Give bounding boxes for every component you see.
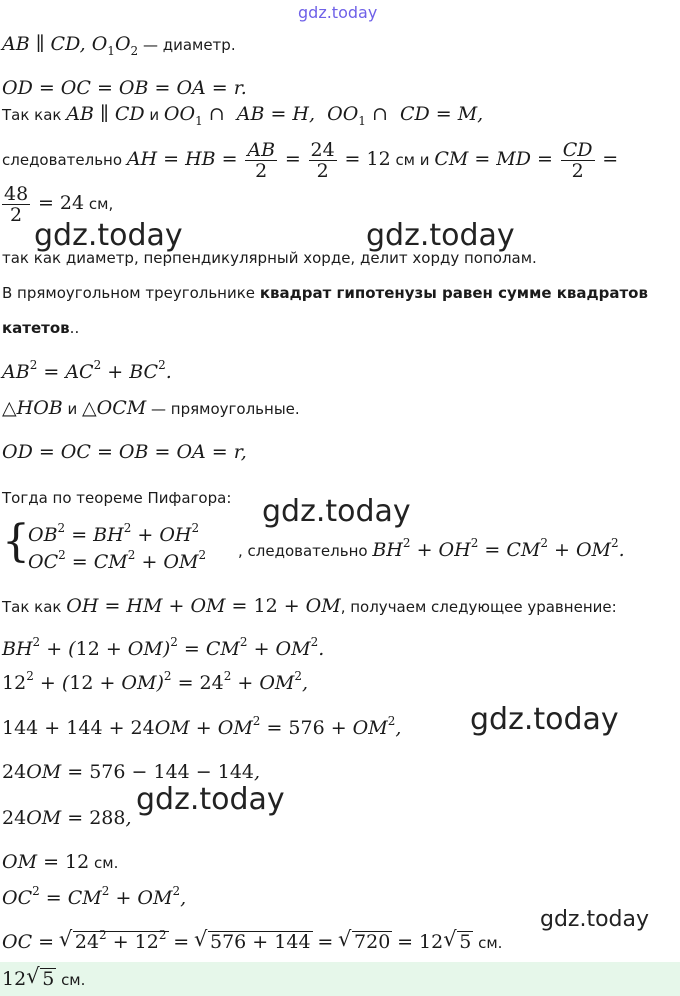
equation-3: $144 + 144 + 24OM + OM^2 = 576 + OM^2$, (2, 713, 402, 739)
line-oh: Так как OH = HM + OM = 12 + OM, получаем следующее уравнение: (2, 595, 617, 617)
pythagoras-then: Тогда по теореме Пифагора: (2, 489, 232, 507)
pythagoras-statement: В прямоугольном треугольнике квадрат гипотенузы равен сумме квадратов (2, 284, 648, 302)
site-header-logo[interactable]: gdz.today (298, 3, 378, 22)
line-48-over-2: $\frac{48}{2}$ = 24 см, (4, 183, 114, 226)
equation-oc-squared: $OC^2 = CM^2 + OM^2$, (2, 883, 187, 909)
watermark-3: gdz.today (262, 494, 411, 529)
watermark-2: gdz.today (366, 218, 515, 253)
watermark-1: gdz.today (34, 218, 183, 253)
watermark-5: gdz.today (136, 782, 285, 817)
line-radii: OD = OC = OB = OA = r. (2, 77, 247, 99)
equation-4: 24OM = 576 − 144 − 144, (2, 761, 261, 783)
line-radii-2: OD = OC = OB = OA = r, (2, 441, 247, 463)
equation-5: 24OM = 288, (2, 807, 132, 829)
answer-value: 12 √ 5 см. (2, 964, 86, 990)
system-brace: { (2, 516, 30, 567)
answer-box (0, 962, 680, 996)
line-parallel: AB ∥ CD, $O_1O_2$ — диаметр. (2, 33, 236, 58)
equation-2: $12^2 + (12 + OM)^2 = 24^2 + OM^2$, (2, 668, 309, 694)
line-halves: следовательно AH = HB = $\frac{AB}{2}$ = $\frac{24}{2}$ = 12 см и CM = MD = $\frac{CD}{2}$ = (2, 139, 619, 182)
line-ab-squared: $AB^2 = AC^2 + BC^2$. (2, 357, 172, 383)
system-eq-2: $OC^2 = CM^2 + OM^2$ (28, 547, 207, 573)
equation-oc: OC = √ $24^2 + 12^2$ = √ 576 + 144 = √ 720 = 12 √ 5 см. (2, 927, 503, 953)
explanation-text: так как диаметр, перпендикулярный хорде, делит хорду пополам. (2, 249, 537, 267)
pythagoras-statement-cont: катетов.. (2, 319, 80, 337)
watermark-6: gdz.today (540, 907, 650, 932)
system-conclusion: , следовательно $BH^2 + OH^2 = CM^2 + OM^2$. (238, 535, 625, 561)
line-right-triangles: △HOB и △OCM — прямоугольные. (2, 397, 300, 419)
equation-om: OM = 12 см. (2, 851, 119, 873)
diameter-text: — диаметр. (142, 36, 236, 54)
watermark-4: gdz.today (470, 702, 619, 737)
system-eq-1: $OB^2 = BH^2 + OH^2$ (28, 520, 200, 546)
equation-1: $BH^2 + (12 + OM)^2 = CM^2 + OM^2$. (2, 634, 325, 660)
line-intersections: Так как AB ∥ CD и $OO_1$ ∩ AB = H, $OO_1$ ∩ CD = M, (2, 103, 484, 128)
